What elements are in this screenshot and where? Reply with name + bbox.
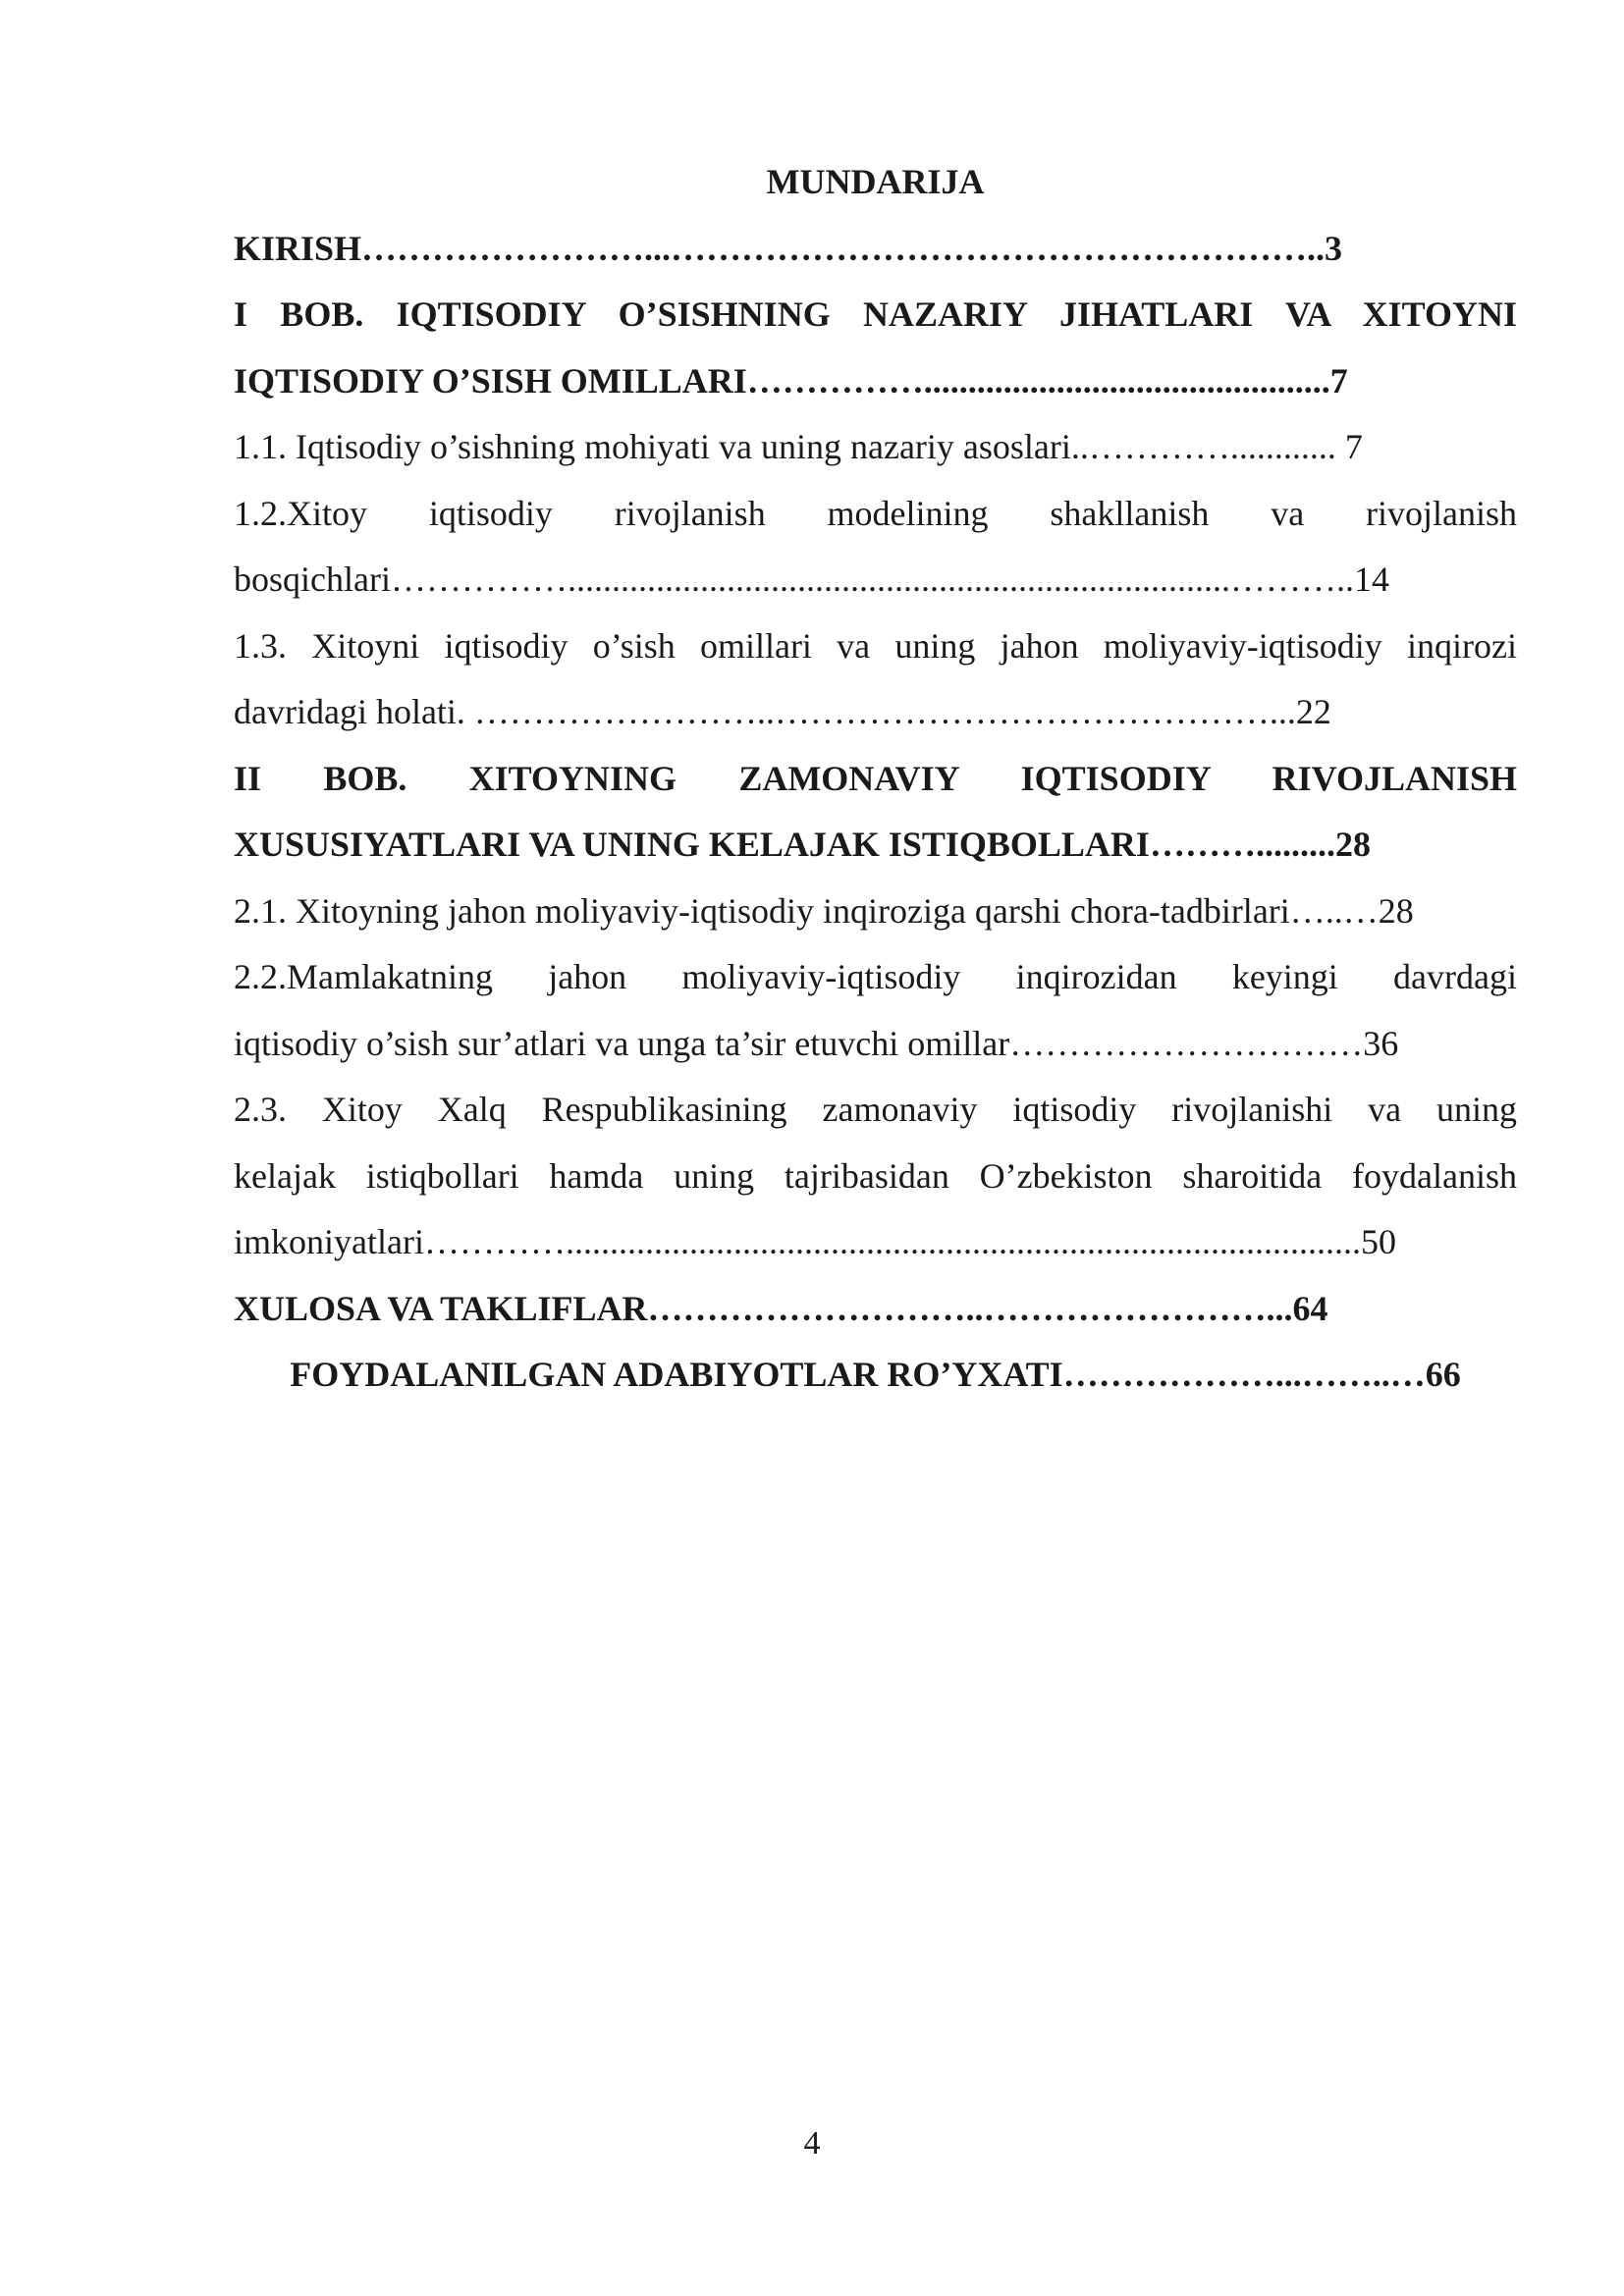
toc-entry-section-1-1: 1.1. Iqtisodiy o’sishning mohiyati va uning nazariy asoslari..…………............ 7 (234, 427, 1363, 466)
toc-entry-section-1-2-line-2: bosqichlari……………...........................................................................………..14 (234, 560, 1389, 599)
toc-entry-section-1-3-line-2: davridagi holati. ……………………..……………………………………...22 (234, 692, 1331, 731)
table-of-contents (234, 149, 1517, 1409)
page-number: 4 (803, 2125, 821, 2162)
toc-entry-chapter-1-line-1: I BOB. IQTISODIY O’SISHNING NAZARIY JIHATLARI VA XITOYNI (234, 294, 1517, 334)
toc-entry-section-2-1: 2.1. Xitoyning jahon moliyaviy-iqtisodiy inqiroziga qarshi chora-tadbirlari…..…28 (234, 890, 1414, 931)
toc-entry-section-2-2-line-2: iqtisodiy o’sish sur’atlari va unga ta’sir etuvchi omillar…………………………36 (234, 1023, 1399, 1063)
toc-entry-section-2-3-line-3: imkoniyatlari…………..........................................................................................50 (234, 1222, 1396, 1261)
toc-entry-kirish: KIRISH……………………...………………………………………………..3 (234, 228, 1343, 268)
toc-entry-chapter-2-line-1: II BOB. XITOYNING ZAMONAVIY IQTISODIY RIVOJLANISH (234, 758, 1517, 798)
toc-title: MUNDARIJA (766, 162, 985, 201)
toc-entry-section-1-3-line-1: 1.3. Xitoyni iqtisodiy o’sish omillari va uning jahon moliyaviy-iqtisodiy inqirozi (234, 625, 1517, 666)
toc-entry-section-2-2-line-1: 2.2.Mamlakatning jahon moliyaviy-iqtisodiy inqirozidan keyingi davrdagi (234, 957, 1517, 996)
toc-entry-section-2-3-line-2: kelajak istiqbollari hamda uning tajribasidan O’zbekiston sharoitida foydalanish (234, 1155, 1517, 1196)
toc-entry-section-1-2-line-1: 1.2.Xitoy iqtisodiy rivojlanish modelining shakllanish va rivojlanish (234, 493, 1517, 533)
toc-entry-adabiyotlar: FOYDALANILGAN ADABIYOTLAR RO’YXATI………………...……..…66 (290, 1355, 1461, 1394)
toc-entry-chapter-2-line-2: XUSUSIYATLARI VA UNING KELAJAK ISTIQBOLLARI……….........28 (234, 825, 1371, 864)
toc-entry-chapter-1-line-2: IQTISODIY O’SISH OMILLARI……………..............................................7 (234, 360, 1348, 400)
toc-entry-section-2-3-line-1: 2.3. Xitoy Xalq Respublikasining zamonaviy iqtisodiy rivojlanishi va uning (234, 1090, 1517, 1129)
toc-entry-xulosa: XULOSA VA TAKLIFLAR………………………..……………………...64 (234, 1288, 1328, 1328)
